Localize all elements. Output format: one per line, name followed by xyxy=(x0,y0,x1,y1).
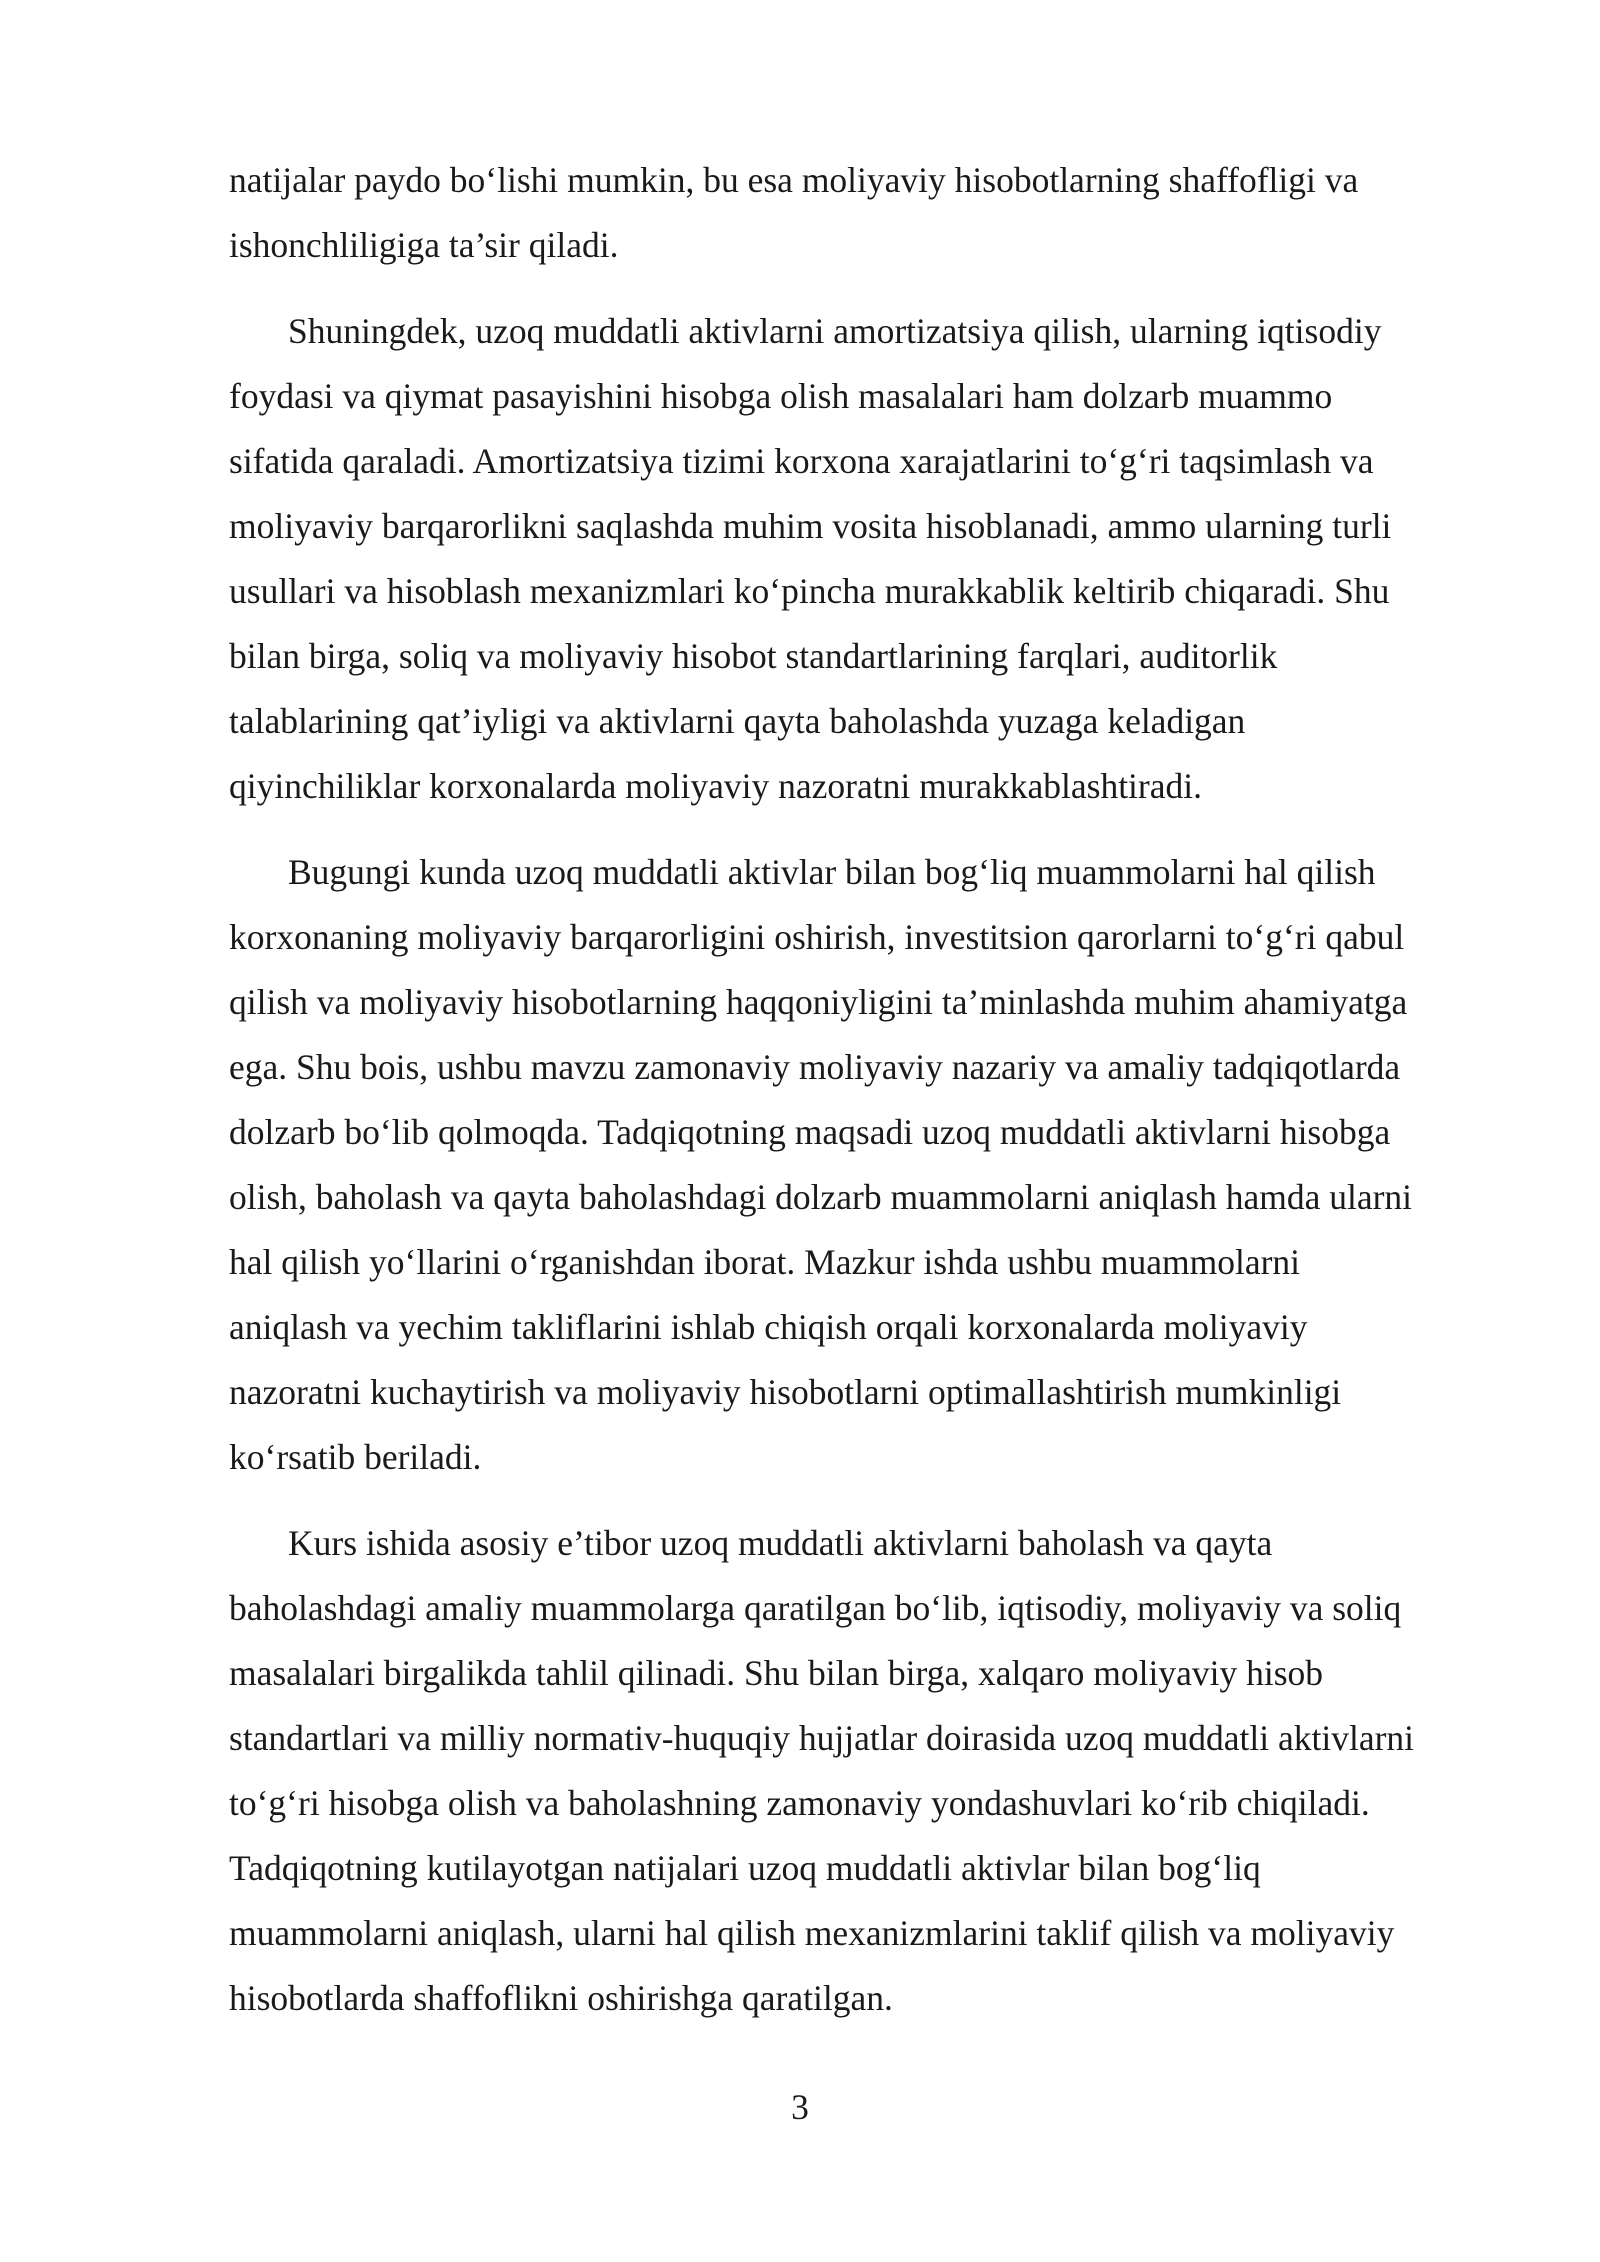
text-line: Shuningdek, uzoq muddatli aktivlarni amortizatsiya qilish, ularning iqtisodiy xyxy=(288,311,1382,351)
text-line: olish, baholash va qayta baholashdagi dolzarb muammolarni aniqlash hamda ularni xyxy=(229,1177,1413,1217)
text-line: baholashdagi amaliy muammolarga qaratilgan bo‘lib, iqtisodiy, moliyaviy va soliq xyxy=(229,1588,1402,1628)
text-line: Tadqiqotning kutilayotgan natijalari uzoq muddatli aktivlar bilan bog‘liq xyxy=(229,1848,1261,1888)
paragraph xyxy=(229,299,1491,819)
text-line: foydasi va qiymat pasayishini hisobga olish masalalari ham dolzarb muammo xyxy=(229,376,1333,416)
text-line: ko‘rsatib beriladi. xyxy=(229,1437,482,1477)
paragraph xyxy=(229,148,1491,278)
text-line: qilish va moliyaviy hisobotlarning haqqoniyligini ta’minlashda muhim ahamiyatga xyxy=(229,982,1408,1022)
text-line: hal qilish yo‘llarini o‘rganishdan iborat. Mazkur ishda ushbu muammolarni xyxy=(229,1242,1301,1282)
paragraph xyxy=(229,1511,1491,2031)
text-line: talablarining qat’iyligi va aktivlarni qayta baholashda yuzaga keladigan xyxy=(229,701,1246,741)
text-line: qiyinchiliklar korxonalarda moliyaviy nazoratni murakkablashtiradi. xyxy=(229,766,1202,806)
text-line: ega. Shu bois, ushbu mavzu zamonaviy moliyaviy nazariy va amaliy tadqiqotlarda xyxy=(229,1047,1401,1087)
body-text xyxy=(229,148,1491,2031)
paragraph xyxy=(229,840,1491,1490)
page-number: 3 xyxy=(791,2087,809,2127)
text-line: to‘g‘ri hisobga olish va baholashning zamonaviy yondashuvlari ko‘rib chiqiladi. xyxy=(229,1783,1370,1823)
text-line: standartlari va milliy normativ-huquqiy hujjatlar doirasida uzoq muddatli aktivlarni xyxy=(229,1718,1415,1758)
text-line: masalalari birgalikda tahlil qilinadi. Shu bilan birga, xalqaro moliyaviy hisob xyxy=(229,1653,1324,1693)
text-line: Bugungi kunda uzoq muddatli aktivlar bilan bog‘liq muammolarni hal qilish xyxy=(288,852,1376,892)
text-line: aniqlash va yechim takliflarini ishlab chiqish orqali korxonalarda moliyaviy xyxy=(229,1307,1308,1347)
text-line: muammolarni aniqlash, ularni hal qilish mexanizmlarini taklif qilish va moliyaviy xyxy=(229,1913,1395,1953)
text-line: bilan birga, soliq va moliyaviy hisobot standartlarining farqlari, auditorlik xyxy=(229,636,1278,676)
text-line: usullari va hisoblash mexanizmlari ko‘pincha murakkablik keltirib chiqaradi. Shu xyxy=(229,571,1390,611)
text-line: sifatida qaraladi. Amortizatsiya tizimi korxona xarajatlarini to‘g‘ri taqsimlash va xyxy=(229,441,1374,481)
text-line: hisobotlarda shaffoflikni oshirishga qaratilgan. xyxy=(229,1978,893,2018)
text-line: moliyaviy barqarorlikni saqlashda muhim vosita hisoblanadi, ammo ularning turli xyxy=(229,506,1392,546)
text-line: Kurs ishida asosiy e’tibor uzoq muddatli aktivlarni baholash va qayta xyxy=(288,1523,1273,1563)
text-line: natijalar paydo bo‘lishi mumkin, bu esa moliyaviy hisobotlarning shaffofligi va xyxy=(229,160,1359,200)
text-line: korxonaning moliyaviy barqarorligini oshirish, investitsion qarorlarni to‘g‘ri qabul xyxy=(229,917,1405,957)
text-line: dolzarb bo‘lib qolmoqda. Tadqiqotning maqsadi uzoq muddatli aktivlarni hisobga xyxy=(229,1112,1391,1152)
text-line: nazoratni kuchaytirish va moliyaviy hisobotlarni optimallashtirish mumkinligi xyxy=(229,1372,1342,1412)
text-line: ishonchliligiga ta’sir qiladi. xyxy=(229,225,619,265)
